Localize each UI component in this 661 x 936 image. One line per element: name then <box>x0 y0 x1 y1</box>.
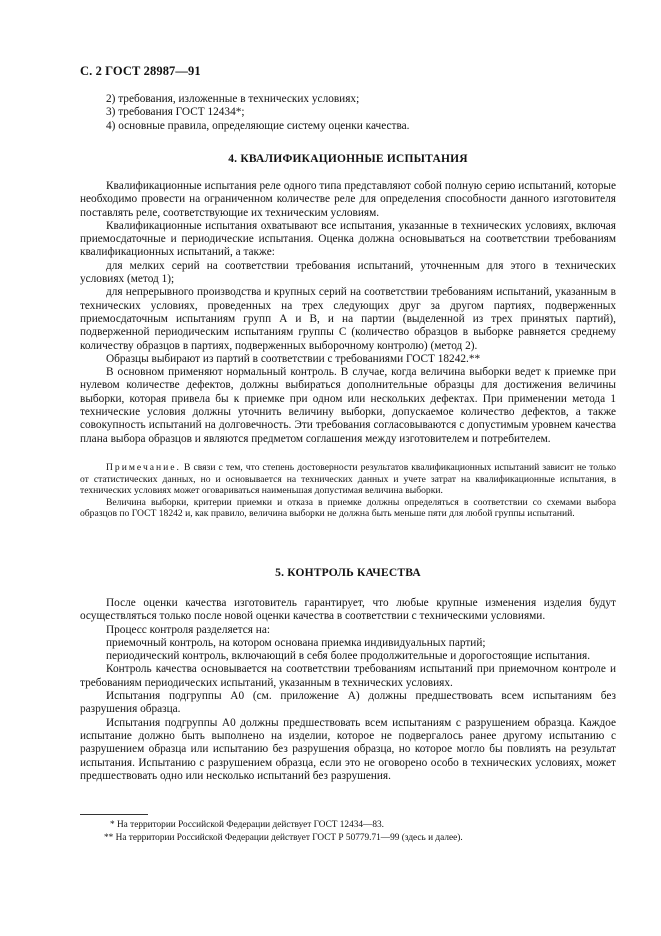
paragraph: Образцы выбирают из партий в соответствии с требованиями ГОСТ 18242.** <box>106 352 481 365</box>
paragraph: периодический контроль, включающий в себя более продолжительные и дорогостоящие испытания. <box>106 650 591 663</box>
paragraph: приемочный контроль, на котором основана приемка индивидуальных партий; <box>106 636 486 649</box>
paragraph: Процесс контроля разделяется на: <box>106 623 270 636</box>
section-5-body <box>80 597 616 783</box>
footnote: ** На территории Российской Федерации действует ГОСТ Р 50779.71—99 (здесь и далее). <box>104 833 463 843</box>
note-label: Примечание. <box>106 462 181 473</box>
note-text: В связи с тем, что степень достоверности результатов квалификационных испытаний зависит не только от статистических данных, но и основывается на технических данных и учете затрат на квалификационные испытания, в технических условиях может оговариваться наименьшая допустимая величина выборки. <box>80 462 617 497</box>
paragraph: Квалификационные испытания охватывают все испытания, указанные в технических условиях, включая приемосдаточные и периодические испытания. Оценка должна основываться на соответствии требованиям квалификационных испытаний, а также: <box>80 219 616 259</box>
paragraph: Испытания подгруппы А0 (см. приложение А) должны предшествовать всем испытаниям без разрушения образца. <box>80 690 616 716</box>
paragraph: Квалификационные испытания реле одного типа представляют собой полную серию испытаний, которые необходимо провести на ограниченном количестве реле для определения способности данного изготовителя поставлять реле, соответствующие их техническим условиям. <box>80 180 616 219</box>
section-4-heading: 4. КВАЛИФИКАЦИОННЫЕ ИСПЫТАНИЯ <box>228 153 468 165</box>
page-header: С. 2 ГОСТ 28987—91 <box>80 64 201 78</box>
list-item: 4) основные правила, определяющие систему оценки качества. <box>106 119 410 132</box>
note-paragraph <box>80 462 616 497</box>
paragraph: для непрерывного производства и крупных серий на соответствии требованиям испытаний, указанным в технических условиях, проведенных на трех следующих друг за другом партиях, подверженных приемосдаточным испытаниям групп А и В, и на партии (выделенной из трех принятых партий), подверженной периодическим испытаниям группы С (количество образцов в выборке равняется среднему количеству образцов в партиях, подверженных выборочному контролю) (метод 2). <box>80 286 616 352</box>
footnote: * На территории Российской Федерации действует ГОСТ 12434—83. <box>110 820 384 830</box>
list-item: 2) требования, изложенные в технических условиях; <box>106 93 360 105</box>
section-4-body <box>80 180 616 446</box>
paragraph: для мелких серий на соответствии требования испытаний, уточненным для этого в технических условиях (метод 1); <box>80 259 616 286</box>
requirements-list <box>80 93 616 133</box>
paragraph: После оценки качества изготовитель гарантирует, что любые крупные изменения изделия будут осуществляться только после новой оценки качества в соответствии с техническими условиями. <box>80 597 616 623</box>
footnote-divider <box>80 814 148 815</box>
paragraph: В основном применяют нормальный контроль. В случае, когда величина выборки ведет к приемке при нулевом количестве дефектов, должны выбираться дополнительные образцы для достижения величины выборки, которая привела бы к приемке при одном или нескольких дефектах. При применении метода 1 технические условия должны уточнить величину выборки, допускаемое количество дефектов, а также совокупность испытаний на долговечность. Эти требования согласовываются с допустимым уровнем качества плана выбора образцов и являются предметом соглашения между изготовителем и потребителем. <box>80 366 616 445</box>
note-paragraph: Величина выборки, критерии приемки и отказа в приемке должны определяться в соответствии со схемами выбора образцов по ГОСТ 18242 и, как правило, величина выборки не должна быть меньше пяти для любой группы испытаний. <box>80 496 616 520</box>
paragraph: Испытания подгруппы А0 должны предшествовать всем испытаниям с разрушением образца. Каждое испытание должно быть выполнено на изделии, которое не подвергалось ранее другому испытанию с разрушением образца или испытанию без разрушения образца, но которое могло бы повлиять на результат испытания. Испытанию с разрушением образца, если это не оговорено особо в технических условиях, может предшествовать одно или несколько испытаний без разрушения. <box>80 716 616 782</box>
list-item: 3) требования ГОСТ 12434*; <box>106 106 245 119</box>
section-4-note <box>80 462 616 520</box>
paragraph: Контроль качества основывается на соответствии требованиям испытаний при приемочном контроле и требованиям периодических испытаний, указанным в технических условиях. <box>80 663 616 689</box>
section-5-heading: 5. КОНТРОЛЬ КАЧЕСТВА <box>275 567 421 579</box>
